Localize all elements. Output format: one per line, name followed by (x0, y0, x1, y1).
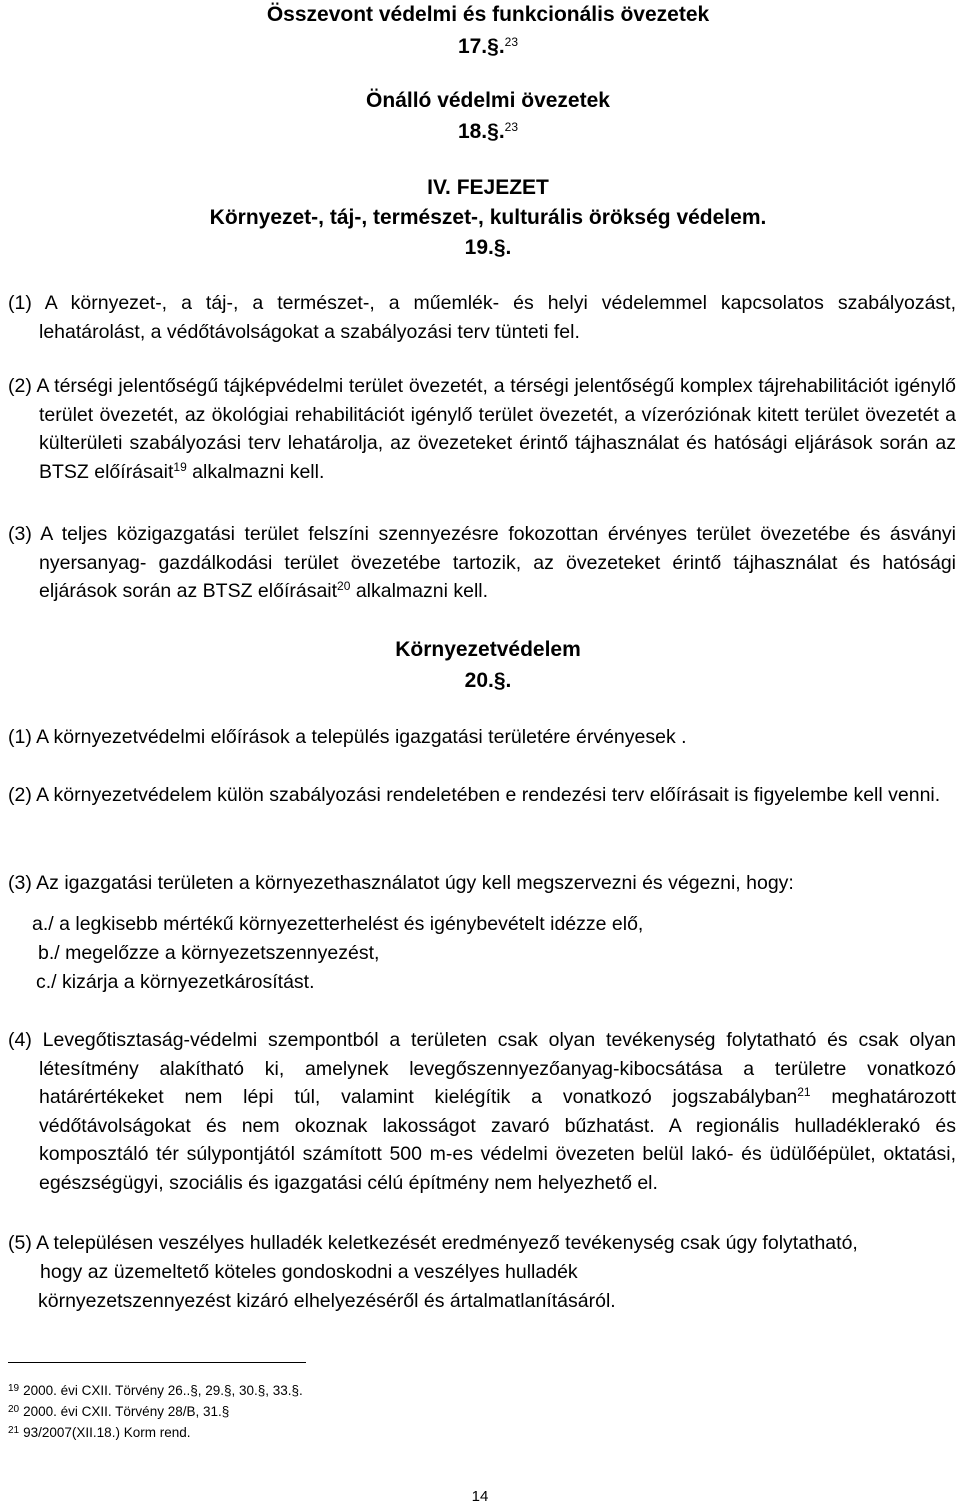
section-17-label: 17.§. (457, 35, 505, 58)
footnote-21-number: 21 (8, 1425, 20, 1436)
footnote-ref-23b: 23 (504, 120, 519, 134)
footnote-ref-20: 20 (337, 579, 351, 593)
footnote-divider (8, 1362, 306, 1363)
list-item-b: b./ megelőzze a környezetszennyezést, (38, 942, 380, 964)
section-17-number (0, 34, 960, 60)
section-19-number: 19.§. (464, 236, 512, 259)
section-18-label: 18.§. (457, 120, 505, 143)
sec20-paragraph-1: (1) A környezetvédelmi előírások a település igazgatási területére érvényesek . (8, 726, 687, 748)
sec20-p5-line1: (5) A településen veszélyes hulladék keletkezését eredményező tevékenység csak úgy folytatható, (8, 1232, 858, 1254)
chapter-title: Környezet-, táj-, természet-, kulturális örökség védelem. (209, 206, 767, 229)
sec20-paragraph-3: (3) Az igazgatási területen a környezethasználatot úgy kell megszervezni és végezni, hogy: (8, 872, 794, 894)
footnote-ref-19: 19 (173, 459, 187, 474)
footnote-19 (8, 1380, 303, 1400)
heading-onallo: Önálló védelmi övezetek (366, 89, 610, 112)
sec19-p3-tail: alkalmazni kell. (350, 580, 489, 602)
sec20-p4-text: (4) Levegőtisztaság-védelmi szempontból a területen csak olyan tevékenység folytatható és csak olyan létesítmény alakítható ki, amelynek levegőszennyezőanyag-kibocsátása a területre vonatkozó határértékeket nem lépi túl, valamint kielégítik a vonatkozó jogszabályban (8, 1029, 956, 1108)
footnote-21 (8, 1422, 190, 1442)
footnote-20 (8, 1401, 229, 1421)
footnote-ref-21: 21 (797, 1085, 811, 1099)
sec19-p2-text: (2) A térségi jelentőségű tájképvédelmi terület övezetét, a térségi jelentőségű komplex tájrehabilitációt igénylő terület övezetét, az ökológiai rehabilitációt igénylő terület övezetét, a vízeróziónak kitett terület övezetét a külterületi szabályozási terv lehatárolja, az övezeteket érintő tájhasználat és hatósági eljárások során az BTSZ előírásait (8, 375, 956, 483)
sec20-p5-line2: hogy az üzemeltető köteles gondoskodni a veszélyes hulladék (40, 1261, 578, 1283)
footnote-20-text: 2000. évi CXII. Törvény 28/B, 31.§ (23, 1404, 230, 1419)
list-item-a: a./ a legkisebb mértékű környezetterhelést és igénybevételt idézze elő, (32, 913, 644, 935)
sec20-p4-tail: meghatározott védőtávolságokat és nem okoznak lakosságot zavaró bűzhatást. A regionális hulladéklerakó és komposztáló tér súlypontjától számított 500 m-es védelmi övezeten belül lakó- és üdülőépület, oktatási, egészségügyi, szociális és igazgatási célú építmény nem helyezhető el. (39, 1086, 956, 1194)
sec19-p3-text: (3) A teljes közigazgatási terület felszíni szennyezésre fokozottan érvényes terület övezetébe és ásványi nyersanyag- gazdálkodási terület övezetébe tartozik, az övezeteket érintő tájhasználat és hatósági eljárások során az BTSZ előírásait (8, 523, 956, 602)
section-18-number (0, 119, 960, 145)
list-item-c: c./ kizárja a környezetkárosítást. (36, 971, 315, 993)
heading-osszevont: Összevont védelmi és funkcionális övezetek (266, 3, 710, 26)
footnote-21-text: 93/2007(XII.18.) Korm rend. (23, 1425, 191, 1440)
heading-kornyezetvedelem: Környezetvédelem (395, 638, 581, 661)
footnote-ref-23: 23 (504, 35, 519, 49)
sec20-paragraph-4 (8, 1026, 956, 1197)
sec19-paragraph-2 (8, 372, 956, 486)
sec20-p5-line3: környezetszennyezést kizáró elhelyezéséről és ártalmatlanításáról. (38, 1290, 616, 1312)
sec19-paragraph-3 (8, 520, 956, 606)
footnote-20-number: 20 (8, 1404, 20, 1415)
page-number: 14 (471, 1488, 489, 1505)
chapter-label: IV. FEJEZET (427, 176, 549, 199)
sec19-paragraph-1: (1) A környezet-, a táj-, a természet-, a műemlék- és helyi védelemmel kapcsolatos szabályozást, lehatárolást, a védőtávolságokat a szabályozási terv tünteti fel. (8, 292, 956, 343)
footnote-19-number: 19 (8, 1383, 20, 1394)
sec19-p2-tail: alkalmazni kell. (186, 460, 325, 483)
footnote-19-text: 2000. évi CXII. Törvény 26..§, 29.§, 30.§, 33.§. (23, 1383, 303, 1398)
section-20-number: 20.§. (464, 669, 512, 692)
sec20-paragraph-2: (2) A környezetvédelem külön szabályozási rendeletében e rendezési terv előírásait is figyelembe kell venni. (8, 784, 941, 806)
